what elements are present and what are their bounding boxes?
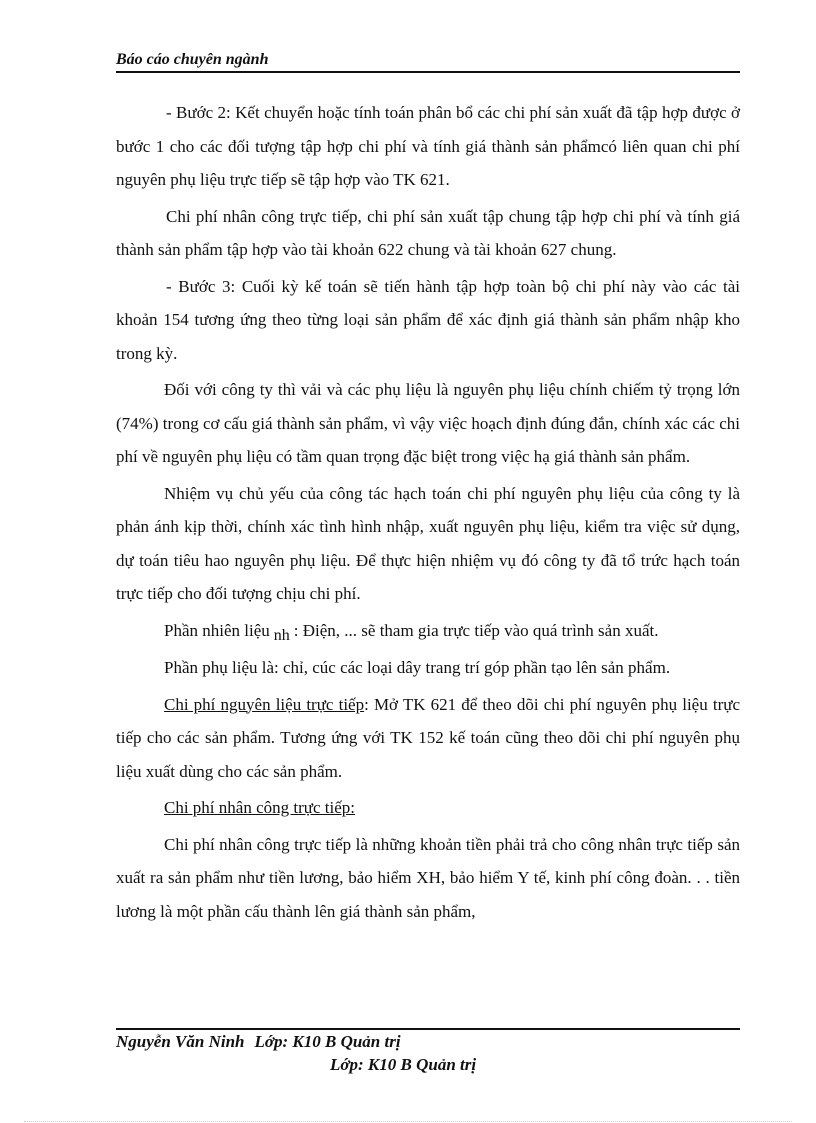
paragraph-direct-labor-heading bbox=[116, 791, 740, 825]
paragraph-direct-labor: Chi phí nhân công trực tiếp là những khoản tiền phải trả cho công nhân trực tiếp sản xuất ra sản phẩm như tiền lương, bảo hiểm XH, bảo hiểm Y tế, kinh phí công đoàn. . . tiền lương là một phần cấu thành lên giá thành sản phẩm, bbox=[116, 834, 740, 921]
header-title: Báo cáo chuyên ngành bbox=[116, 51, 269, 68]
paragraph-accessories: Phần phụ liệu là: chỉ, cúc các loại dây trang trí góp phần tạo lên sản phẩm. bbox=[164, 658, 671, 677]
paragraph-step-2: - Bước 2: Kết chuyển hoặc tính toán phân bổ các chi phí sản xuất đã tập hợp được ở bước 1 cho các đối tượng tập hợp chi phí và tính giá thành sản phẩmcó liên quan chi phí nguyên phụ liệu trực tiếp sẽ tập hợp vào TK 621. bbox=[116, 103, 740, 189]
fuel-subscript: nh bbox=[273, 626, 290, 644]
paragraph-labor-costs: Chi phí nhân công trực tiếp, chi phí sản xuất tập chung tập hợp chi phí và tính giá thành sản phẩm tập hợp vào tài khoản 622 chung và tài khoản 627 chung. bbox=[116, 206, 740, 259]
document-body bbox=[116, 96, 740, 931]
footer-class-repeat: Lớp: K10 B Quản trị bbox=[330, 1055, 477, 1074]
fuel-label: Phần nhiên liệu bbox=[164, 620, 270, 640]
page-bottom-edge bbox=[24, 1121, 792, 1122]
paragraph-step-3: - Bước 3: Cuối kỳ kế toán sẽ tiến hành tập hợp toàn bộ chi phí này vào các tài khoản 154 tương ứng theo từng loại sản phẩm để xác định giá thành sản phẩm nhập kho trong kỳ. bbox=[116, 276, 740, 363]
footer-author-line bbox=[116, 1032, 401, 1052]
direct-labor-heading: Chi phí nhân công trực tiếp: bbox=[164, 798, 355, 817]
footer-author: Nguyễn Văn Ninh bbox=[116, 1032, 245, 1051]
paragraph-materials-share: Đối với công ty thì vải và các phụ liệu là nguyên phụ liệu chính chiếm tỷ trọng lớn (74%) trong cơ cấu giá thành sản phẩm, vì vậy việc hoạch định đúng đắn, chính xác các chi phí về nguyên phụ liệu có tầm quan trọng đặc biệt trong việc hạ giá thành sản phẩm. bbox=[116, 380, 740, 466]
fuel-text: : Điện, ... sẽ tham gia trực tiếp vào quá trình sản xuất. bbox=[293, 620, 659, 640]
direct-materials-heading: Chi phí nguyên liệu trực tiếp bbox=[164, 694, 365, 714]
paragraph-direct-materials bbox=[116, 688, 740, 789]
header-divider bbox=[116, 71, 740, 73]
paragraph-fuel bbox=[116, 614, 740, 649]
footer-class: Lớp: K10 B Quản trị bbox=[254, 1032, 401, 1051]
footer-divider bbox=[116, 1028, 740, 1030]
paragraph-accounting-task: Nhiệm vụ chủ yếu của công tác hạch toán chi phí nguyên phụ liệu của công ty là phản ánh kịp thời, chính xác tình hình nhập, xuất nguyên phụ liệu, kiểm tra việc sử dụng, dự toán tiêu hao nguyên phụ liệu. Để thực hiện nhiệm vụ đó công ty đã tổ trức hạch toán trực tiếp cho đối tượng chịu chi phí. bbox=[116, 483, 740, 603]
page-header bbox=[116, 50, 740, 70]
direct-materials-text: : Mở TK 621 để theo dõi chi phí nguyên phụ liệu trực tiếp cho các sản phẩm. Tương ứng với TK 152 kế toán cũng theo dõi chi phí nguyên phụ liệu xuất dùng cho các sản phẩm. bbox=[116, 694, 740, 781]
